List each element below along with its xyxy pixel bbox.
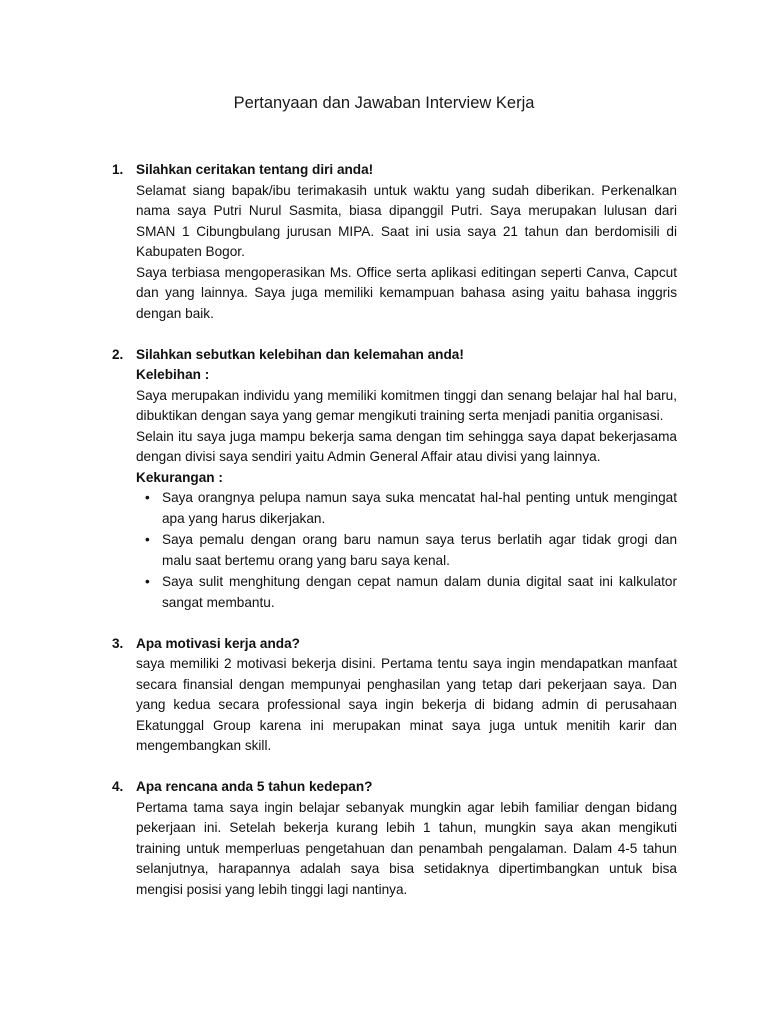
answer-paragraph: Saya terbiasa mengoperasikan Ms. Office serta aplikasi editingan seperti Canva, Capcut dan yang lainnya. Saya juga memiliki kemampuan bahasa asing yaitu bahasa inggris dengan baik.	[136, 264, 677, 321]
weaknesses-label: Kekurangan :	[136, 469, 223, 485]
list-item	[136, 530, 677, 571]
question-number: 4.	[112, 779, 124, 794]
bullet-icon: •	[145, 532, 150, 547]
bullet-icon: •	[145, 490, 150, 505]
document-title: Pertanyaan dan Jawaban Interview Kerja	[233, 94, 535, 112]
weaknesses-list	[136, 488, 677, 613]
question-2	[112, 345, 677, 614]
list-item	[136, 572, 677, 613]
list-item-text: Saya sulit menghitung dengan cepat namun dalam dunia digital saat ini kalkulator sangat membantu.	[162, 574, 677, 610]
question-1	[112, 160, 677, 324]
question-3	[112, 634, 677, 757]
question-number: 3.	[112, 635, 124, 651]
question-4	[112, 777, 677, 900]
question-heading: Apa motivasi kerja anda?	[136, 635, 300, 651]
answer-paragraph: Pertama tama saya ingin belajar sebanyak mungkin agar lebih familiar dengan bidang pekerjaan ini. Setelah bekerja kurang lebih 1 tahun, mungkin saya akan mengikuti training untuk memperluas pengetahuan dan penambah pengalaman. Dalam 4-5 tahun selanjutnya, harapannya adalah saya bisa setidaknya dipertimbangkan untuk bisa mengisi posisi yang lebih tinggi lagi nantinya.	[136, 799, 677, 897]
answer-paragraph: Saya merupakan individu yang memiliki komitmen tinggi dan senang belajar hal hal baru, dibuktikan dengan saya yang gemar mengikuti training serta menjadi panitia organisasi.	[136, 387, 677, 423]
answer-paragraph: saya memiliki 2 motivasi bekerja disini. Pertama tentu saya ingin mendapatkan manfaat secara finansial dengan mempunyai penghasilan yang tetap dari pekerjaan saya. Dan yang kedua secara professional saya ingin bekerja di bidang admin di perusahaan Ekatunggal Group karena ini merupakan minat saya juga untuk menitih karir dan mengembangkan skill.	[136, 656, 677, 753]
question-heading: Silahkan sebutkan kelebihan dan kelemahan anda!	[136, 346, 464, 362]
list-item-text: Saya pemalu dengan orang baru namun saya terus berlatih agar tidak grogi dan malu saat bertemu orang yang baru saya kenal.	[162, 532, 677, 568]
bullet-icon: •	[145, 574, 150, 589]
answer-paragraph: Selamat siang bapak/ibu terimakasih untuk waktu yang sudah diberikan. Perkenalkan nama saya Putri Nurul Sasmita, biasa dipanggil Putri. Saya merupakan lulusan dari SMAN 1 Cibungbulang jurusan MIPA. Saat ini usia saya 21 tahun dan berdomisili di Kabupaten Bogor.	[136, 182, 677, 259]
strengths-label: Kelebihan :	[136, 367, 210, 382]
question-heading: Apa rencana anda 5 tahun kedepan?	[136, 779, 373, 794]
question-number: 2.	[112, 346, 124, 362]
answer-paragraph: Selain itu saya juga mampu bekerja sama dengan tim sehingga saya dapat bekerjasama dengan divisi saya sendiri yaitu Admin General Affair atau divisi yang lainnya.	[136, 428, 677, 464]
list-item	[136, 488, 677, 529]
document-body	[112, 160, 677, 921]
question-number: 1.	[112, 162, 124, 177]
question-heading: Silahkan ceritakan tentang diri anda!	[136, 162, 374, 177]
list-item-text: Saya orangnya pelupa namun saya suka mencatat hal-hal penting untuk mengingat apa yang harus dikerjakan.	[162, 490, 677, 526]
